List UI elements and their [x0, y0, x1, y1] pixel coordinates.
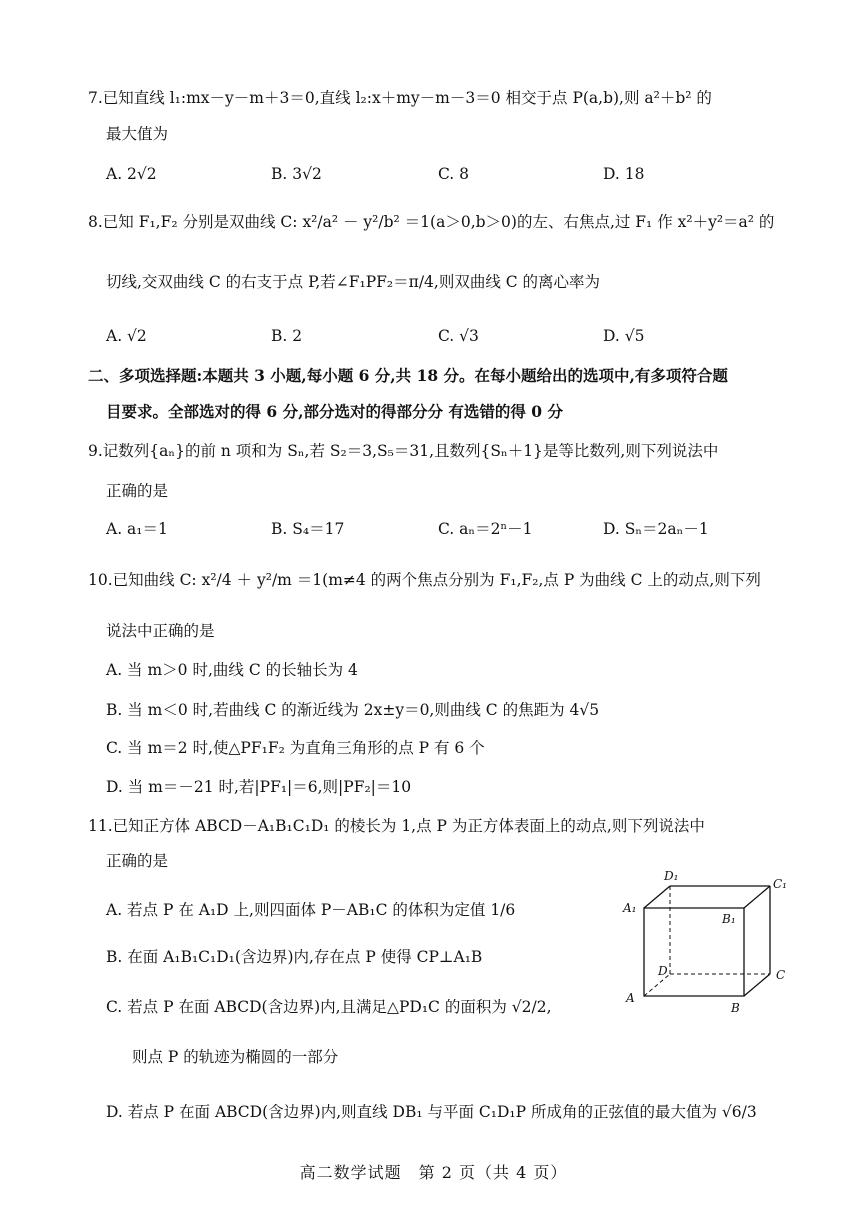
- q10-option-a: A. 当 m＞0 时,曲线 C 的长轴长为 4: [106, 661, 358, 679]
- q8-option-c: C. √3: [438, 327, 479, 345]
- q10-option-b: B. 当 m＜0 时,若曲线 C 的渐近线为 2x±y＝0,则曲线 C 的焦距为 4√5: [106, 701, 600, 719]
- q11-option-b: B. 在面 A₁B₁C₁D₁(含边界)内,存在点 P 使得 CP⊥A₁B: [106, 948, 483, 966]
- q11-option-a: A. 若点 P 在 A₁D 上,则四面体 P－AB₁C 的体积为定值 1/6: [106, 901, 516, 919]
- q8-stem-line2: 切线,交双曲线 C 的右支于点 P,若∠F₁PF₂＝π/4,则双曲线 C 的离心率为: [106, 273, 601, 291]
- cube-label-d1: D₁: [664, 869, 679, 883]
- q7-stem-line1: 7.已知直线 l₁:mx－y－m＋3＝0,直线 l₂:x＋my－m－3＝0 相交于点 P(a,b),则 a²＋b² 的: [88, 89, 712, 107]
- cube-edge-b-c: [744, 974, 770, 996]
- q11-stem-line1: 11.已知正方体 ABCD－A₁B₁C₁D₁ 的棱长为 1,点 P 为正方体表面上的动点,则下列说法中: [88, 817, 705, 835]
- cube-label-b1: B₁: [722, 912, 736, 926]
- q10-option-c: C. 当 m＝2 时,使△PF₁F₂ 为直角三角形的点 P 有 6 个: [106, 739, 485, 757]
- q10-stem-line1: 10.已知曲线 C: x²/4 ＋ y²/m ＝1(m≠4 的两个焦点分别为 F₁,F₂,点 P 为曲线 C 上的动点,则下列: [88, 571, 761, 589]
- q8-stem-line1: 8.已知 F₁,F₂ 分别是双曲线 C: x²/a² － y²/b² ＝1(a＞0,b＞0)的左、右焦点,过 F₁ 作 x²＋y²＝a² 的: [88, 213, 775, 231]
- q11-option-c-line2: 则点 P 的轨迹为椭圆的一部分: [132, 1048, 339, 1066]
- q9-option-c: C. aₙ＝2ⁿ－1: [438, 520, 533, 538]
- section2-heading-line1: 二、多项选择题:本题共 3 小题,每小题 6 分,共 18 分。在每小题给出的选项中,有多项符合题: [88, 366, 728, 385]
- q8-option-b: B. 2: [271, 327, 303, 345]
- q9-stem-line1: 9.记数列{aₙ}的前 n 项和为 Sₙ,若 S₂＝3,S₅＝31,且数列{Sₙ＋1}是等比数列,则下列说法中: [88, 442, 719, 460]
- q9-option-d: D. Sₙ＝2aₙ－1: [603, 520, 709, 538]
- section2-heading-line2: 目要求。全部选对的得 6 分,部分选对的得部分分 有选错的得 0 分: [106, 402, 563, 421]
- q10-option-d: D. 当 m＝－21 时,若|PF₁|＝6,则|PF₂|＝10: [106, 778, 412, 796]
- cube-label-c1: C₁: [773, 877, 787, 891]
- q7-option-d: D. 18: [603, 165, 645, 183]
- q9-option-a: A. a₁＝1: [106, 520, 168, 538]
- page-footer: 高二数学试题 第 2 页（共 4 页）: [299, 1163, 568, 1182]
- cube-label-a1: A₁: [623, 901, 637, 915]
- cube-diagram: [618, 866, 808, 1016]
- cube-label-c: C: [776, 968, 786, 982]
- q7-option-b: B. 3√2: [271, 165, 322, 183]
- cube-label-b: B: [731, 1001, 740, 1015]
- q11-option-c-line1: C. 若点 P 在面 ABCD(含边界)内,且满足△PD₁C 的面积为 √2/2,: [106, 998, 552, 1016]
- cube-label-d: D: [658, 964, 668, 978]
- cube-label-a: A: [626, 991, 635, 1005]
- q9-option-b: B. S₄＝17: [271, 520, 345, 538]
- q7-option-c: C. 8: [438, 165, 470, 183]
- q11-stem-line2: 正确的是: [106, 852, 169, 870]
- q8-option-a: A. √2: [106, 327, 147, 345]
- q10-stem-line2: 说法中正确的是: [106, 622, 215, 640]
- q9-stem-line2: 正确的是: [106, 482, 169, 500]
- q11-option-d: D. 若点 P 在面 ABCD(含边界)内,则直线 DB₁ 与平面 C₁D₁P 所成角的正弦值的最大值为 √6/3: [106, 1103, 757, 1121]
- q8-option-d: D. √5: [603, 327, 645, 345]
- q7-option-a: A. 2√2: [106, 165, 157, 183]
- cube-edge-a1-d1: [644, 886, 670, 908]
- cube-edge-b1-c1: [744, 886, 770, 908]
- q7-stem-line2: 最大值为: [106, 125, 169, 143]
